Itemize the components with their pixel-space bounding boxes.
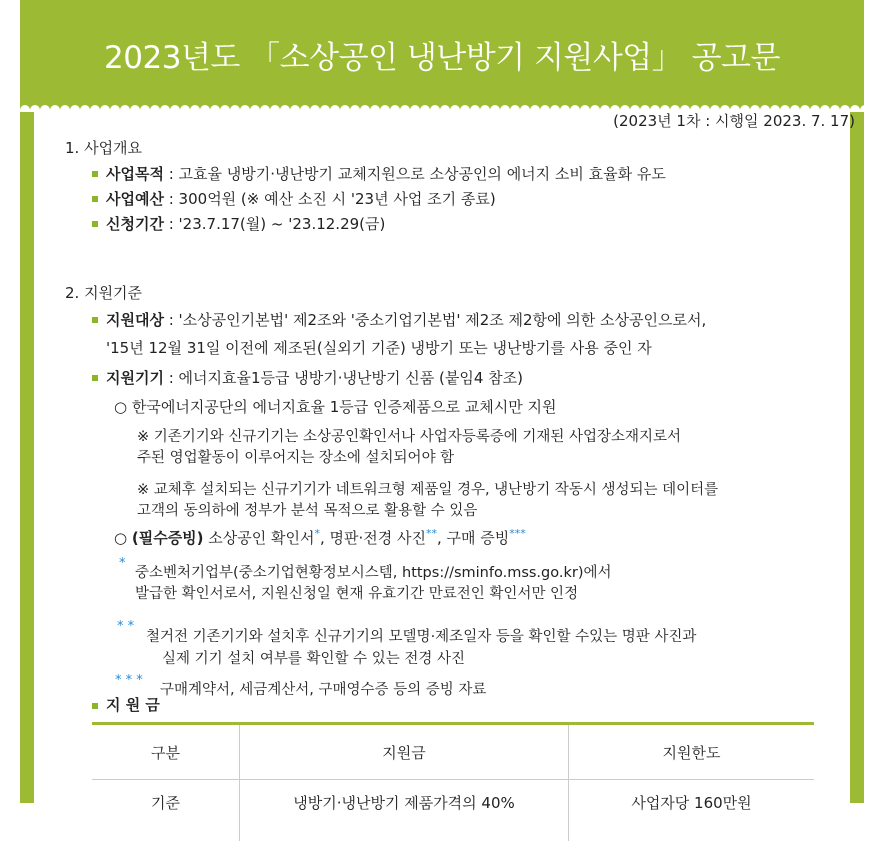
footnote-mark-1: * <box>315 527 321 540</box>
item-text: : 300억원 (※ 예산 소진 시 '23년 사업 조기 종료) <box>164 190 496 208</box>
table-cell-amount: 냉방기·냉난방기 제품가격의 40% <box>240 780 569 841</box>
proof-item-purchase: , 구매 증빙 <box>437 529 509 547</box>
required-proof <box>114 527 526 548</box>
footnote-2-mark: * * <box>117 619 134 634</box>
item-text: : '소상공인기본법' 제2조와 '중소기업기본법' 제2조 제2항에 의한 소상공인으로서, <box>164 311 706 329</box>
table-cell-category: 기준 <box>92 780 240 841</box>
notice-round: (2023년 1차 : 시행일 2023. 7. 17) <box>613 110 855 131</box>
item-label: 신청기간 <box>106 215 164 233</box>
proof-label: (필수증빙) <box>132 529 204 547</box>
grant-label: 지 원 금 <box>106 694 160 715</box>
item-text: : 에너지효율1등급 냉방기·냉난방기 신품 (붙임4 참조) <box>164 369 523 387</box>
footnote-3-mark: * * * <box>115 673 143 688</box>
table-row <box>92 780 814 841</box>
overview-item-purpose <box>106 163 666 184</box>
proof-item-photo: , 명판·전경 사진 <box>320 529 426 547</box>
footnote-mark-2: ** <box>426 527 437 540</box>
criteria-target-cont: '15년 12월 31일 이전에 제조된(실외기 기준) 냉방기 또는 냉난방기를 사용 중인 자 <box>106 337 652 358</box>
page-title: 2023년도 「소상공인 냉난방기 지원사업」 공고문 <box>20 0 864 108</box>
grant-table <box>92 722 814 841</box>
bullet-icon <box>92 171 98 177</box>
note-location-line2: 주된 영업활동이 이루어지는 장소에 설치되어야 함 <box>137 446 454 467</box>
item-label: 지원기기 <box>106 369 164 387</box>
criteria-device <box>106 367 523 388</box>
item-label: 사업예산 <box>106 190 164 208</box>
item-text: : 고효율 냉방기·냉난방기 교체지원으로 소상공인의 에너지 소비 효율화 유도 <box>164 165 666 183</box>
section-heading-overview: 1. 사업개요 <box>65 137 142 158</box>
footnote-2-line2: 실제 기기 설치 여부를 확인할 수 있는 전경 사진 <box>162 647 465 668</box>
item-label: 사업목적 <box>106 165 164 183</box>
footnote-1-line2: 발급한 확인서로서, 지원신청일 현재 유효기간 만료전인 확인서만 인정 <box>135 582 578 603</box>
table-header-limit: 지원한도 <box>569 724 815 780</box>
proof-item-confirmation: 소상공인 확인서 <box>204 529 315 547</box>
overview-item-period <box>106 213 385 234</box>
footnote-mark-3: *** <box>509 527 526 540</box>
item-label: 지원대상 <box>106 311 164 329</box>
table-header-category: 구분 <box>92 724 240 780</box>
footnote-3-line1: 구매계약서, 세금계산서, 구매영수증 등의 증빙 자료 <box>160 678 486 699</box>
table-header-amount: 지원금 <box>240 724 569 780</box>
footnote-1-mark: * <box>119 556 126 571</box>
overview-item-budget <box>106 188 496 209</box>
bullet-icon <box>92 703 98 709</box>
table-cell-limit: 사업자당 160만원 <box>569 780 815 841</box>
bullet-icon <box>92 221 98 227</box>
circle-marker: ○ <box>114 529 132 547</box>
bullet-icon <box>92 196 98 202</box>
criteria-target <box>106 309 706 330</box>
note-data-line1: ※ 교체후 설치되는 신규기기가 네트워크형 제품일 경우, 냉난방기 작동시 생성되는 데이터를 <box>137 478 718 499</box>
footnote-1-line1: 중소벤처기업부(중소기업현황정보시스템, https://sminfo.mss.go.kr)에서 <box>135 561 612 582</box>
note-data-line2: 고객의 동의하에 정부가 분석 목적으로 활용할 수 있음 <box>137 499 477 520</box>
bullet-icon <box>92 375 98 381</box>
bullet-icon <box>92 317 98 323</box>
section-heading-criteria: 2. 지원기준 <box>65 282 142 303</box>
footnote-2-line1: 철거전 기존기기와 설치후 신규기기의 모델명·제조일자 등을 확인할 수있는 명판 사진과 <box>146 625 696 646</box>
note-location-line1: ※ 기존기기와 신규기기는 소상공인확인서나 사업자등록증에 기재된 사업장소재지로서 <box>137 425 681 446</box>
item-text: : '23.7.17(월) ~ '23.12.29(금) <box>164 215 385 233</box>
device-condition: ○ 한국에너지공단의 에너지효율 1등급 인증제품으로 교체시만 지원 <box>114 396 556 417</box>
table-header-row <box>92 724 814 780</box>
